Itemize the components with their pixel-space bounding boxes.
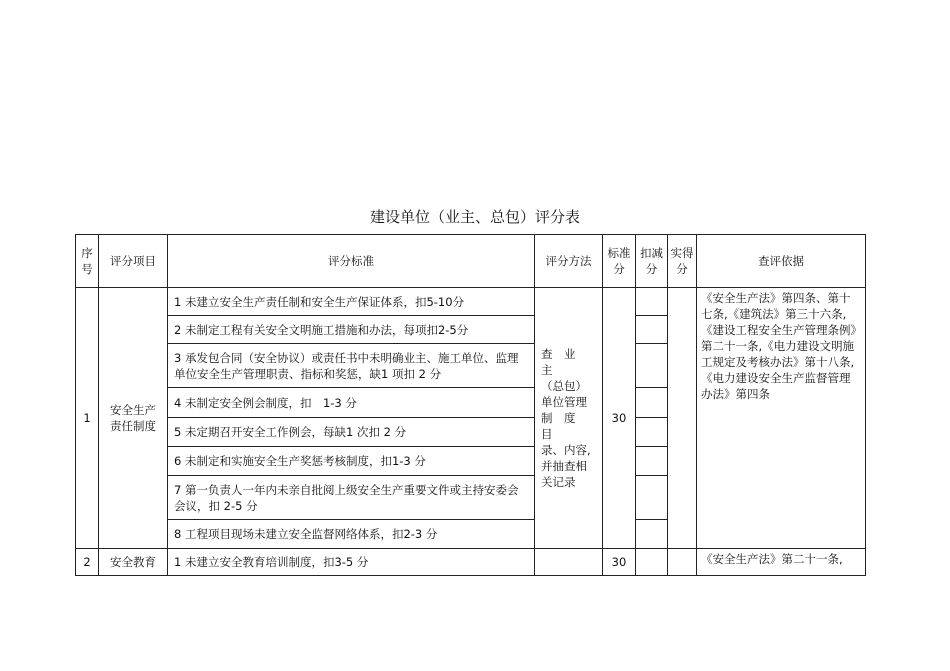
deduction-cell[interactable] — [636, 418, 668, 447]
section-item — [99, 288, 168, 549]
table-row — [76, 288, 866, 316]
section-item-line: 责任制度 — [110, 419, 156, 433]
header-row — [76, 235, 866, 288]
criteria-cell: 4 未制定安全例会制度，扣 1-3 分 — [168, 388, 535, 418]
deduction-cell[interactable] — [636, 316, 668, 344]
criteria-cell: 8 工程项目现场未建立安全监督网络体系，扣2-3 分 — [168, 520, 535, 549]
header-standard-score: 标准分 — [603, 235, 636, 288]
criteria-cell: 1 未建立安全教育培训制度，扣3-5 分 — [168, 549, 535, 576]
evaluation-table — [75, 234, 866, 576]
method-line: 查 业 主 — [541, 347, 587, 377]
method-cell — [535, 549, 603, 576]
method-line: 关记录 — [541, 475, 576, 489]
actual-score-cell[interactable] — [668, 549, 697, 576]
standard-score-cell: 30 — [603, 288, 636, 549]
method-line: 录、内容, — [541, 443, 591, 457]
method-line: 并抽查相 — [541, 459, 587, 473]
actual-score-cell[interactable] — [668, 288, 697, 549]
method-cell — [535, 288, 603, 549]
header-basis: 查评依据 — [697, 235, 866, 288]
standard-score-cell: 30 — [603, 549, 636, 576]
deduction-cell[interactable] — [636, 344, 668, 388]
header-method: 评分方法 — [535, 235, 603, 288]
criteria-cell: 3 承发包合同（安全协议）或责任书中未明确业主、施工单位、监理单位安全生产管理职责、指标和奖惩，缺1 项扣 2 分 — [168, 344, 535, 388]
header-deduction: 扣减分 — [636, 235, 668, 288]
deduction-cell[interactable] — [636, 520, 668, 549]
basis-cell: 《安全生产法》第二十一条, — [697, 549, 866, 576]
table-row — [76, 549, 866, 576]
basis-cell: 《安全生产法》第四条、第十七条,《建筑法》第三十六条,《建设工程安全生产管理条例》第二十一条,《电力建设文明施工规定及考核办法》第十八条,《电力建设安全生产监督管理办法》第四条 — [697, 288, 866, 549]
section-seq: 1 — [76, 288, 99, 549]
header-actual-score: 实得分 — [668, 235, 697, 288]
section-item: 安全教育 — [99, 549, 168, 576]
header-item: 评分项目 — [99, 235, 168, 288]
criteria-cell: 2 未制定工程有关安全文明施工措施和办法，每项扣2-5分 — [168, 316, 535, 344]
method-line: 单位管理 — [541, 395, 587, 409]
criteria-cell: 5 未定期召开安全工作例会，每缺1 次扣 2 分 — [168, 418, 535, 447]
section-seq: 2 — [76, 549, 99, 576]
method-line: （总包） — [541, 379, 587, 393]
header-criteria: 评分标准 — [168, 235, 535, 288]
section-item-line: 安全生产 — [110, 403, 156, 417]
deduction-cell[interactable] — [636, 288, 668, 316]
method-line: 制 度 目 — [541, 411, 587, 441]
page-title: 建设单位（业主、总包）评分表 — [369, 208, 580, 226]
criteria-cell: 1 未建立安全生产责任制和安全生产保证体系，扣5-10分 — [168, 288, 535, 316]
deduction-cell[interactable] — [636, 476, 668, 520]
criteria-cell: 6 未制定和实施安全生产奖惩考核制度，扣1-3 分 — [168, 447, 535, 476]
criteria-cell: 7 第一负责人一年内未亲自批阅上级安全生产重要文件或主持安委会会议，扣 2-5 分 — [168, 476, 535, 520]
header-seq: 序号 — [76, 235, 99, 288]
deduction-cell[interactable] — [636, 388, 668, 418]
deduction-cell[interactable] — [636, 447, 668, 476]
deduction-cell[interactable] — [636, 549, 668, 576]
